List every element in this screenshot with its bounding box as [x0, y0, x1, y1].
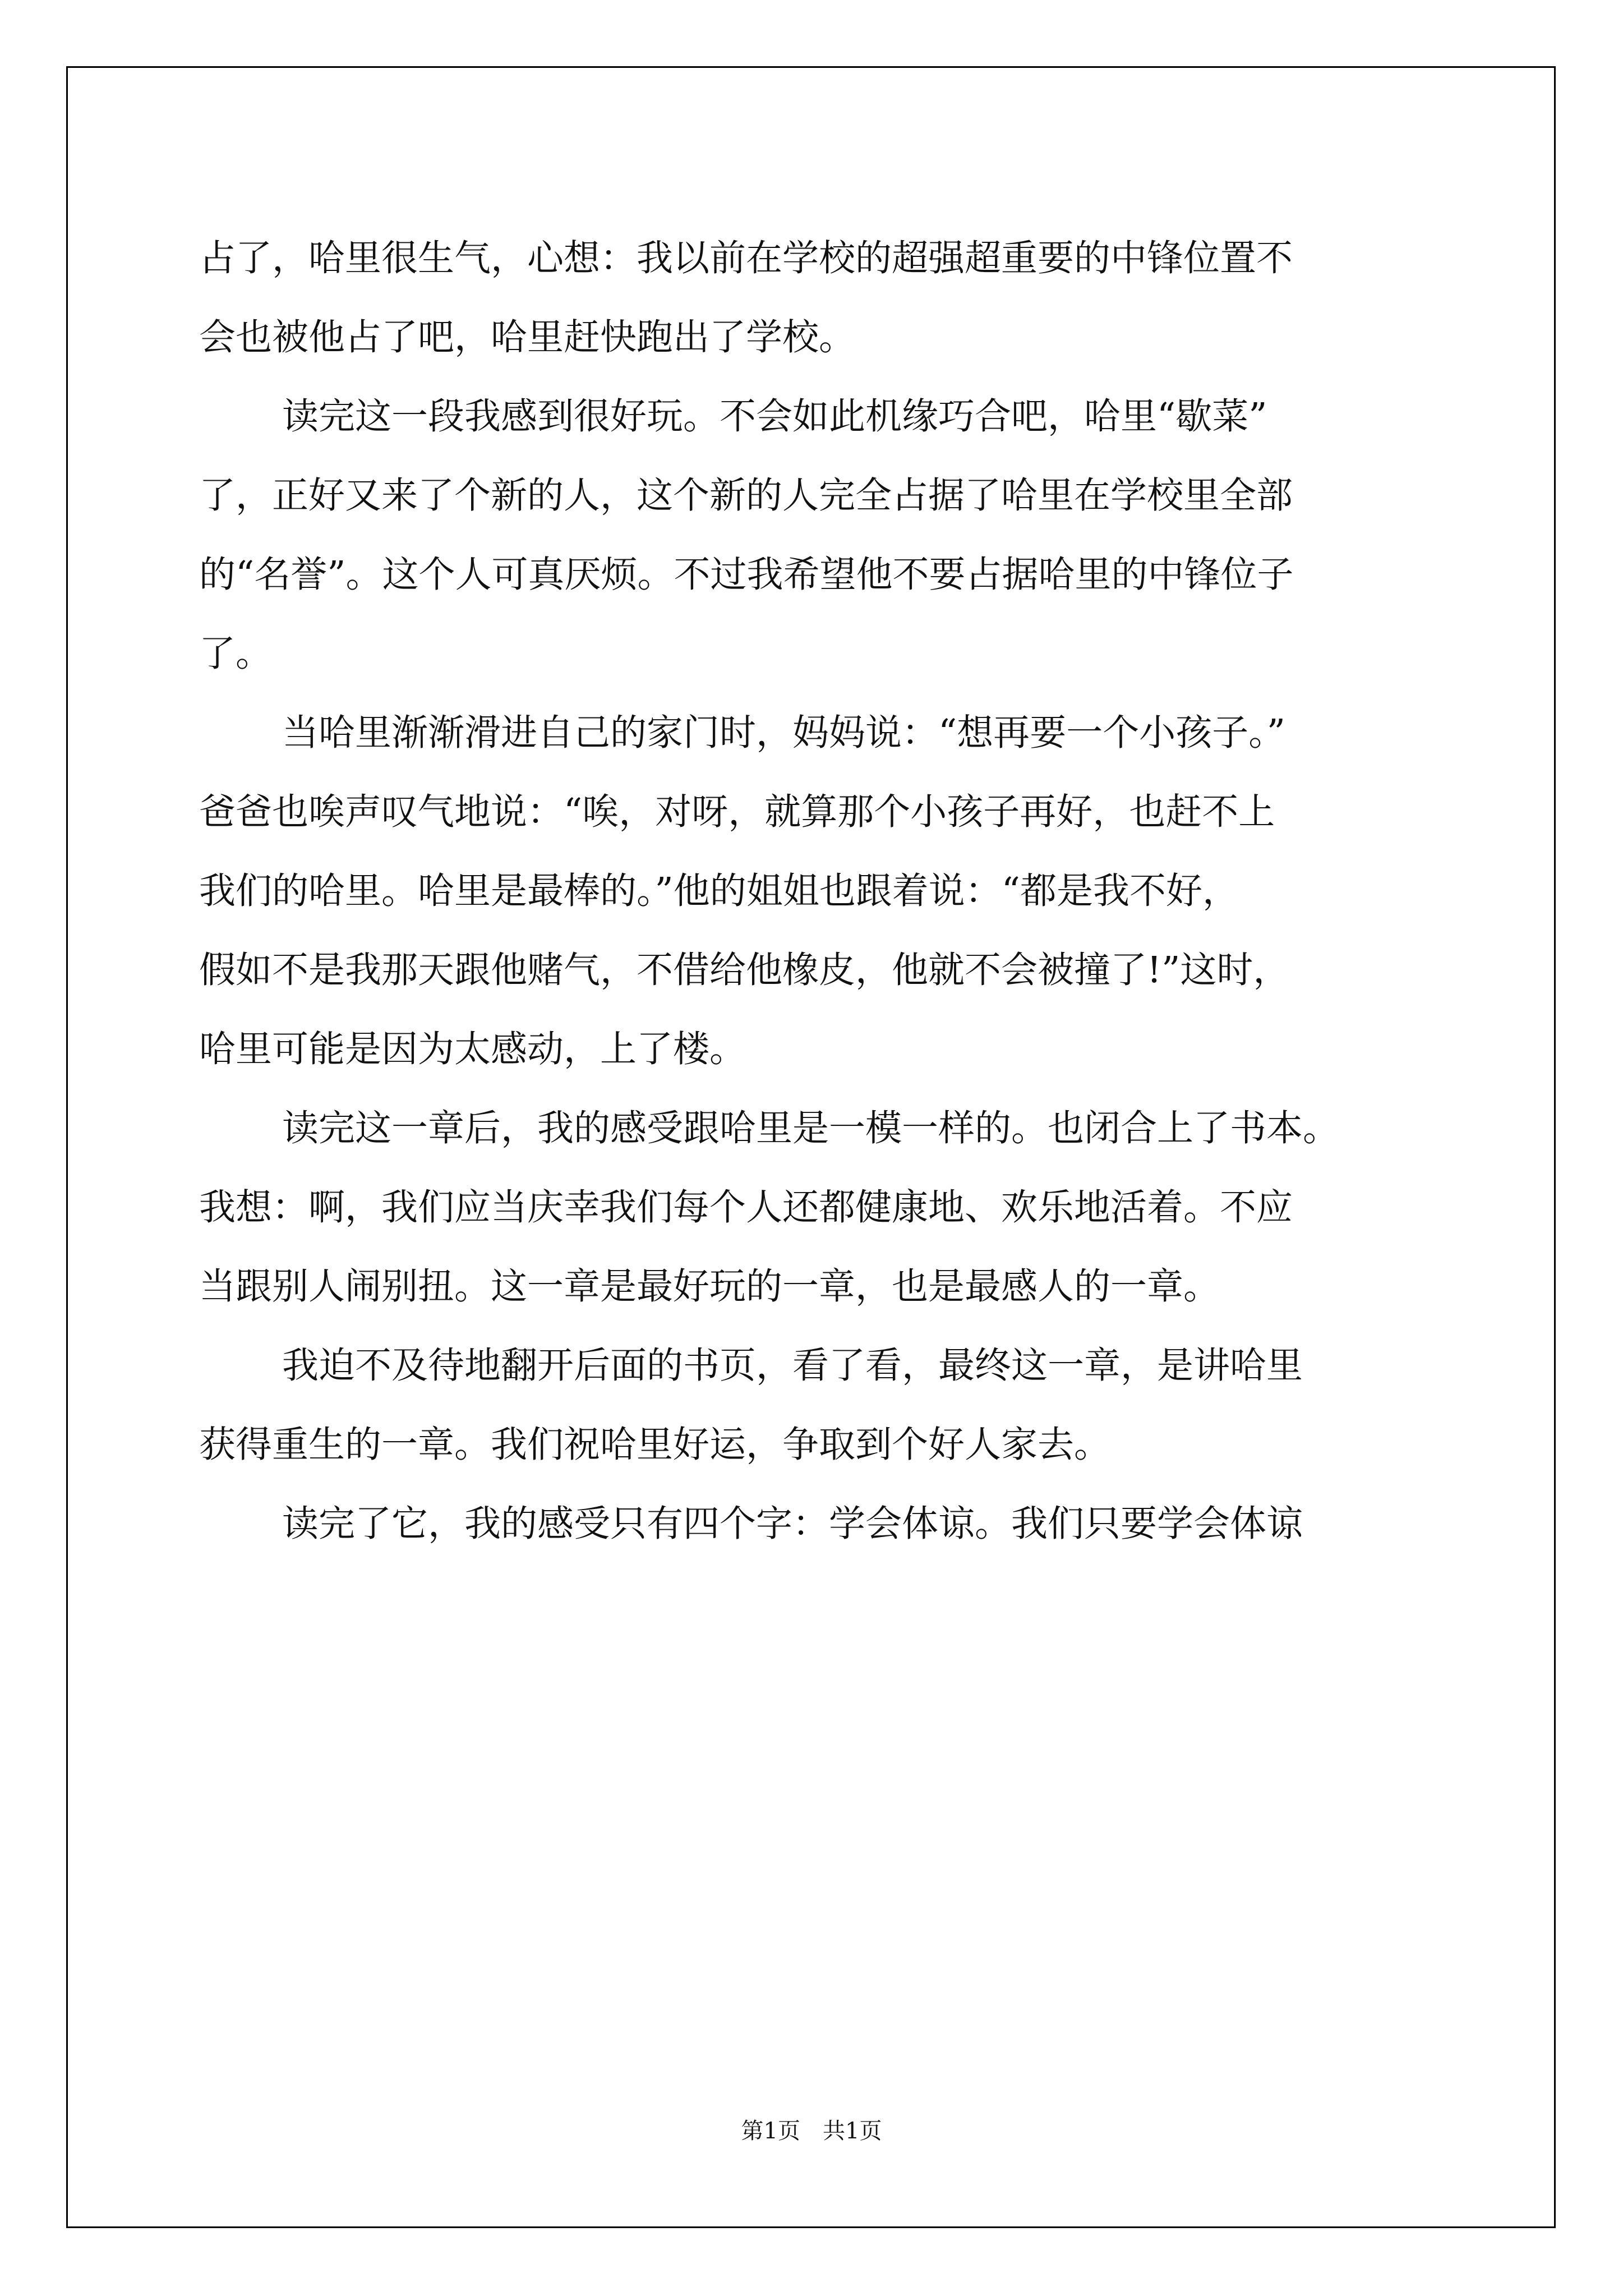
text-line: 哈里可能是因为太感动，上了楼。: [199, 1028, 746, 1070]
text-line: 了。: [199, 633, 273, 675]
text-line: 读完这一段我感到很好玩。不会如此机缘巧合吧，哈里“歇菜”: [282, 395, 1267, 438]
page-total: 共1页: [823, 2118, 882, 2144]
text-line: 的“名誉”。这个人可真厌烦。不过我希望他不要占据哈里的中锋位子: [199, 554, 1294, 596]
text-line: 爸爸也唉声叹气地说：“唉，对呀，就算那个小孩子再好，也赶不上: [199, 791, 1275, 833]
text-line: 读完了它，我的感受只有四个字：学会体谅。我们只要学会体谅: [282, 1503, 1303, 1545]
text-line: 会也被他占了吧，哈里赶快跑出了学校。: [199, 316, 856, 358]
text-line: 读完这一章后，我的感受跟哈里是一模一样的。也闭合上了书本。: [282, 1107, 1340, 1149]
text-line: 占了，哈里很生气，心想：我以前在学校的超强超重要的中锋位置不: [199, 237, 1293, 279]
text-line: 我想：啊，我们应当庆幸我们每个人还都健康地、欢乐地活着。不应: [199, 1186, 1293, 1228]
text-line: 我迫不及待地翻开后面的书页，看了看，最终这一章，是讲哈里: [282, 1345, 1303, 1387]
text-line: 获得重生的一章。我们祝哈里好运，争取到个好人家去。: [199, 1424, 1111, 1466]
page-footer: [0, 2113, 1623, 2145]
text-line: 当跟别人闹别扭。这一章是最好玩的一章，也是最感人的一章。: [199, 1266, 1220, 1308]
text-line: 假如不是我那天跟他赌气，不借给他橡皮，他就不会被撞了!”这时，: [199, 949, 1290, 991]
page-number: 第1页: [741, 2118, 800, 2144]
text-line: 了，正好又来了个新的人，这个新的人完全占据了哈里在学校里全部: [199, 475, 1293, 517]
document-body: [199, 219, 1433, 1563]
text-line: 我们的哈里。哈里是最棒的。”他的姐姐也跟着说：“都是我不好，: [199, 870, 1239, 912]
text-line: 当哈里渐渐滑进自己的家门时，妈妈说：“想再要一个小孩子。”: [282, 712, 1285, 754]
